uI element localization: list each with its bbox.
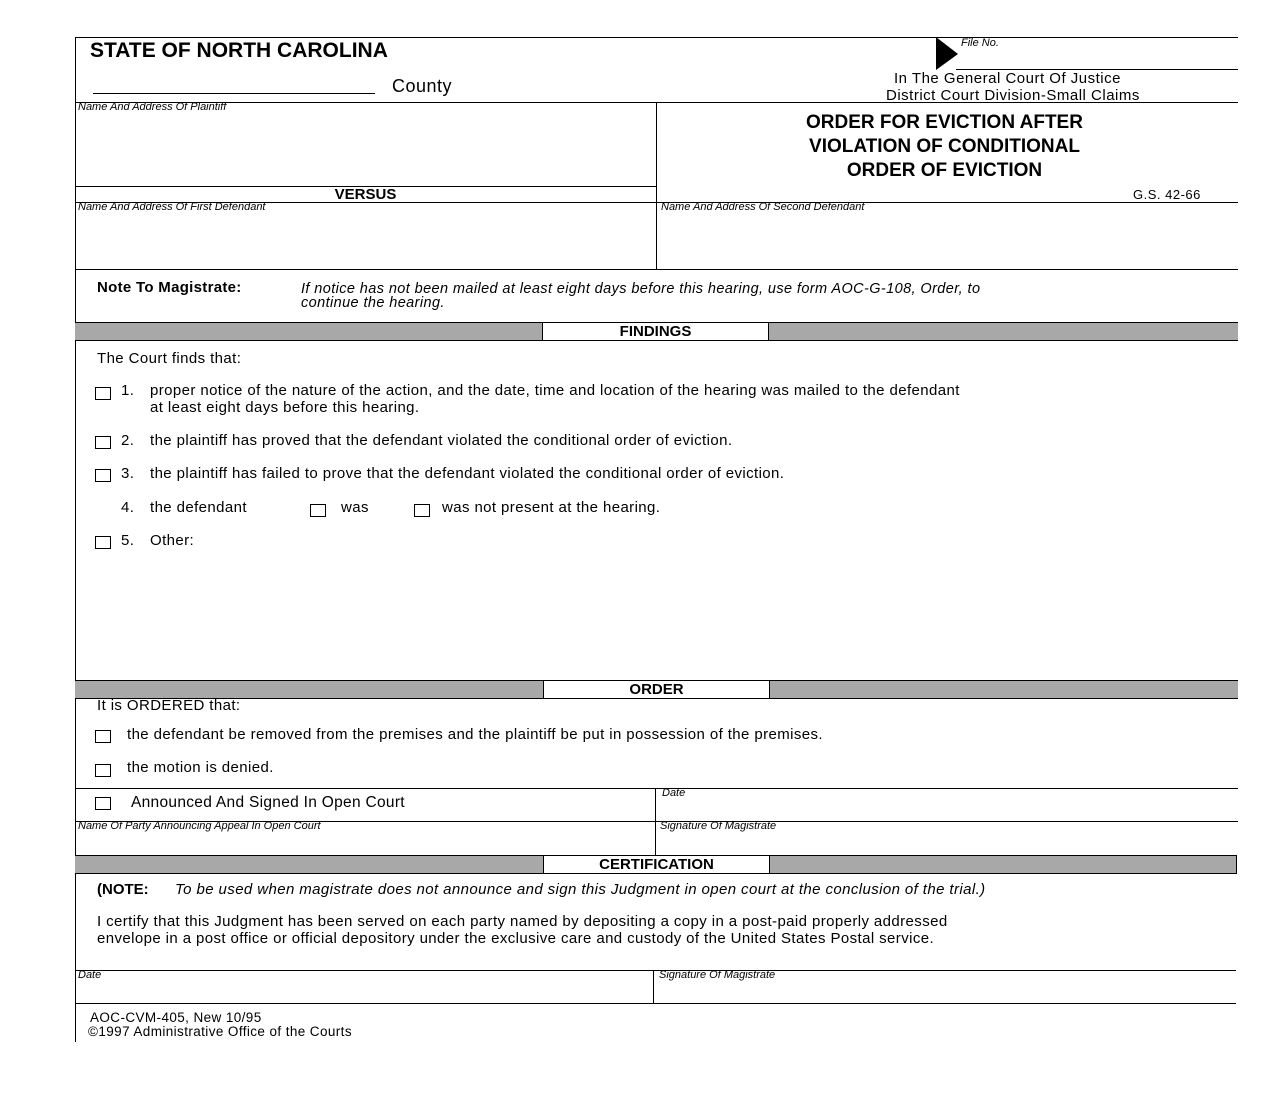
certification-text-line-1: I certify that this Judgment has been served on each party named by depositing a copy in a post-paid properly addressed <box>97 913 948 930</box>
finding-1-text-line-1: proper notice of the nature of the action, and the date, time and location of the hearing was mailed to the defendant <box>150 382 960 399</box>
cert-bottom-line <box>75 1003 1236 1004</box>
announced-top-line <box>75 788 1238 789</box>
finding-4-was-not-label: was not present at the hearing. <box>442 499 661 516</box>
cert-signature-field[interactable] <box>659 983 1233 1001</box>
order-intro: It is ORDERED that: <box>97 697 241 714</box>
finding-5-other-field[interactable] <box>150 552 1230 672</box>
note-line-2: continue the hearing. <box>301 295 445 311</box>
finding-1-text-line-2: at least eight days before this hearing. <box>150 399 420 416</box>
note-line-1: If notice has not been mailed at least eight days before this hearing, use form AOC-G-108, Order, to <box>301 281 981 297</box>
finding-3-text: the plaintiff has failed to prove that the defendant violated the conditional order of eviction. <box>150 465 785 482</box>
certification-text-line-2: envelope in a post office or official depository under the exclusive care and custody of the United States Postal service. <box>97 930 935 947</box>
first-defendant-field[interactable] <box>78 216 652 266</box>
finding-1-number: 1. <box>121 382 135 399</box>
certification-heading: CERTIFICATION <box>543 855 770 874</box>
party-appeal-label: Name Of Party Announcing Appeal In Open Court <box>78 820 321 832</box>
finding-2-number: 2. <box>121 432 135 449</box>
order-option-2-text: the motion is denied. <box>127 759 274 776</box>
finding-2-text: the plaintiff has proved that the defendant violated the conditional order of eviction. <box>150 432 733 449</box>
party-appeal-field[interactable] <box>78 834 650 852</box>
order-date-label: Date <box>662 787 686 799</box>
order-heading: ORDER <box>543 680 770 699</box>
county-label: County <box>392 76 453 96</box>
copyright: ©1997 Administrative Office of the Courts <box>88 1024 352 1039</box>
order-option-2-checkbox[interactable] <box>95 764 111 777</box>
finding-5-number: 5. <box>121 532 135 549</box>
cert-divider <box>653 970 654 1003</box>
findings-heading: FINDINGS <box>542 322 769 341</box>
versus-label: VERSUS <box>334 186 397 203</box>
finding-4-was-checkbox[interactable] <box>310 504 326 517</box>
order-signature-label: Signature Of Magistrate <box>660 820 777 832</box>
second-defendant-label: Name And Address Of Second Defendant <box>661 201 865 213</box>
findings-intro: The Court finds that: <box>97 350 242 367</box>
cert-date-top-line <box>75 970 1236 971</box>
form-title-line-3: ORDER OF EVICTION <box>846 160 1043 181</box>
note-label: Note To Magistrate: <box>97 279 242 296</box>
cert-date-label: Date <box>78 969 102 981</box>
form-id: AOC-CVM-405, New 10/95 <box>90 1010 262 1025</box>
county-blank-line[interactable] <box>93 93 375 94</box>
finding-4-was-not-checkbox[interactable] <box>414 504 430 517</box>
announced-checkbox[interactable] <box>95 797 111 810</box>
finding-5-other-label: Other: <box>150 532 195 549</box>
second-defendant-field[interactable] <box>661 216 1235 266</box>
finding-3-checkbox[interactable] <box>95 469 111 482</box>
file-no-label: File No. <box>961 37 999 49</box>
finding-2-checkbox[interactable] <box>95 436 111 449</box>
finding-1-checkbox[interactable] <box>95 387 111 400</box>
finding-4-prefix: the defendant <box>150 499 247 516</box>
announced-label: Announced And Signed In Open Court <box>131 794 405 811</box>
plaintiff-field[interactable] <box>78 116 652 184</box>
form-title-line-2: VIOLATION OF CONDITIONAL <box>809 136 1080 157</box>
order-option-1-text: the defendant be removed from the premises and the plaintiff be put in possession of the premises. <box>127 726 823 743</box>
parties-bottom-line <box>75 269 1238 270</box>
first-defendant-label: Name And Address Of First Defendant <box>78 201 266 213</box>
plaintiff-label: Name And Address Of Plaintiff <box>78 101 227 113</box>
state-title: STATE OF NORTH CAROLINA <box>90 39 388 62</box>
top-border <box>75 37 1238 38</box>
order-date-field[interactable] <box>662 801 1232 819</box>
cert-date-field[interactable] <box>78 983 648 1001</box>
finding-3-number: 3. <box>121 465 135 482</box>
court-line-2: District Court Division-Small Claims <box>886 87 1140 104</box>
court-line-1: In The General Court Of Justice <box>894 70 1121 87</box>
order-option-1-checkbox[interactable] <box>95 730 111 743</box>
form-title-line-1: ORDER FOR EVICTION AFTER <box>806 112 1083 133</box>
file-no-arrow-icon <box>936 37 960 71</box>
finding-4-was-label: was <box>341 499 369 516</box>
cert-signature-label: Signature Of Magistrate <box>659 969 776 981</box>
certification-note-text: To be used when magistrate does not announce and sign this Judgment in open court at the conclusion of the trial.) <box>175 881 986 898</box>
finding-5-checkbox[interactable] <box>95 536 111 549</box>
certification-note-label: (NOTE: <box>97 881 149 898</box>
order-signature-field[interactable] <box>660 834 1232 852</box>
statute-reference: G.S. 42-66 <box>1133 187 1201 202</box>
finding-4-number: 4. <box>121 499 135 516</box>
